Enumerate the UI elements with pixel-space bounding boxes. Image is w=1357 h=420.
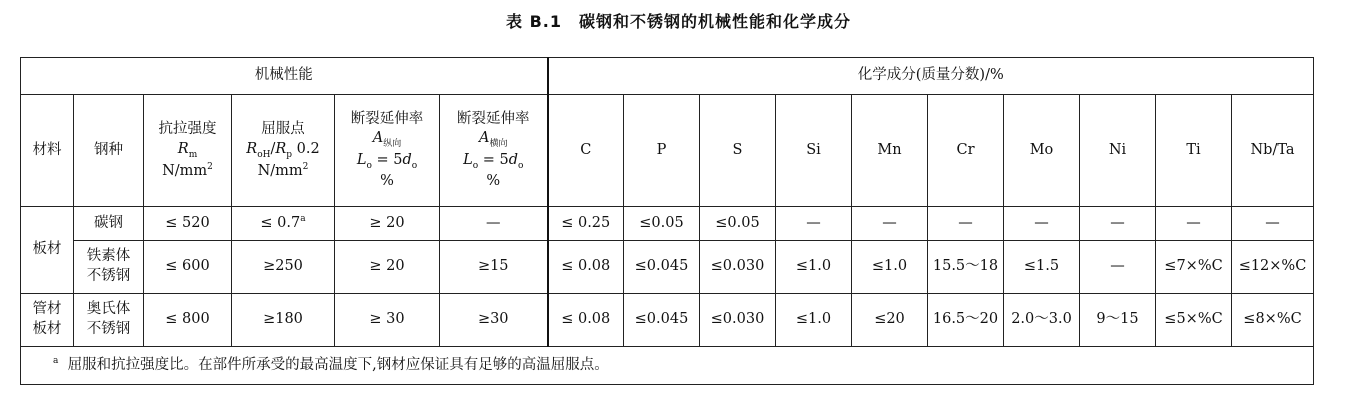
steel-carbon: 碳钢 (74, 207, 144, 241)
element-value: — (852, 207, 928, 241)
element-header-cr: Cr (928, 95, 1004, 207)
footnote-text: 屈服和抗拉强度比。在部件所承受的最高温度下,钢材应保证具有足够的高温屈服点。 (67, 357, 609, 374)
yield-value: ≤ 0.7$^a$ (232, 207, 335, 241)
element-value: ≤8×%C (1232, 294, 1314, 347)
element-value: ≤12×%C (1232, 241, 1314, 294)
element-value: ≤7×%C (1156, 241, 1232, 294)
element-value: ≤1.0 (776, 294, 852, 347)
elong-long-value: ≥ 30 (335, 294, 440, 347)
element-value: ≤ 0.08 (548, 294, 624, 347)
element-value: ≤0.030 (700, 241, 776, 294)
element-value: ≤0.030 (700, 294, 776, 347)
element-value: ≤1.0 (776, 241, 852, 294)
mechanical-group-header: 机械性能 (21, 58, 548, 95)
material-header: 材料 (21, 95, 74, 207)
element-value: ≤0.05 (700, 207, 776, 241)
element-value: — (1232, 207, 1314, 241)
element-header-ti: Ti (1156, 95, 1232, 207)
element-header-si: Si (776, 95, 852, 207)
element-value: — (1080, 207, 1156, 241)
footnote-mark: a (53, 356, 59, 367)
elong-long-value: ≥ 20 (335, 207, 440, 241)
element-header-c: C (548, 95, 624, 207)
element-value: ≤ 0.08 (548, 241, 624, 294)
elong-trans-value: ≥30 (440, 294, 548, 347)
element-value: ≤5×%C (1156, 294, 1232, 347)
steel-grade-header: 钢种 (74, 95, 144, 207)
element-value: 9～15 (1080, 294, 1156, 347)
yield-value: ≥250 (232, 241, 335, 294)
element-value: ≤ 0.25 (548, 207, 624, 241)
element-value: ≤20 (852, 294, 928, 347)
element-value: ≤0.05 (624, 207, 700, 241)
element-header-s: S (700, 95, 776, 207)
element-value: 16.5～20 (928, 294, 1004, 347)
yield-point-header: 屈服点 $R_{oH}/R_p$ 0.2 $N/mm^2$ (232, 95, 335, 207)
element-value: ≤0.045 (624, 241, 700, 294)
element-header-p: P (624, 95, 700, 207)
element-value: — (1004, 207, 1080, 241)
element-header-nbta: Nb/Ta (1232, 95, 1314, 207)
element-header-ni: Ni (1080, 95, 1156, 207)
element-header-mn: Mn (852, 95, 928, 207)
element-value: — (928, 207, 1004, 241)
element-value: — (776, 207, 852, 241)
element-value: — (1080, 241, 1156, 294)
yield-value: ≥180 (232, 294, 335, 347)
elong-trans-value: ≥15 (440, 241, 548, 294)
element-value: 15.5～18 (928, 241, 1004, 294)
tensile-value: ≤ 520 (144, 207, 232, 241)
elongation-transverse-header: 断裂延伸率 $A_{横向}$ $L_o = 5d_o$ % (440, 95, 548, 207)
tensile-value: ≤ 800 (144, 294, 232, 347)
element-header-mo: Mo (1004, 95, 1080, 207)
elong-trans-value: — (440, 207, 548, 241)
footnote-ref: a (300, 214, 306, 225)
tensile-strength-header: 抗拉强度 $R_m$ $N/mm^2$ (144, 95, 232, 207)
table-title: 表 B.1 碳钢和不锈钢的机械性能和化学成分 (506, 12, 851, 31)
elong-long-value: ≥ 20 (335, 241, 440, 294)
element-value: 2.0～3.0 (1004, 294, 1080, 347)
element-value: ≤0.045 (624, 294, 700, 347)
material-plate: 板材 (21, 207, 74, 294)
element-value: — (1156, 207, 1232, 241)
element-value: ≤1.5 (1004, 241, 1080, 294)
element-value: ≤1.0 (852, 241, 928, 294)
tensile-value: ≤ 600 (144, 241, 232, 294)
steel-ferritic: 铁素体 不锈钢 (74, 241, 144, 294)
properties-table (20, 57, 1314, 385)
chemical-group-header: 化学成分(质量分数)/% (548, 58, 1314, 95)
footnote (21, 347, 1314, 385)
elongation-longitudinal-header: 断裂延伸率 $A_{纵向}$ $L_o = 5d_o$ % (335, 95, 440, 207)
steel-austenitic: 奥氏体 不锈钢 (74, 294, 144, 347)
material-pipe-plate: 管材 板材 (21, 294, 74, 347)
